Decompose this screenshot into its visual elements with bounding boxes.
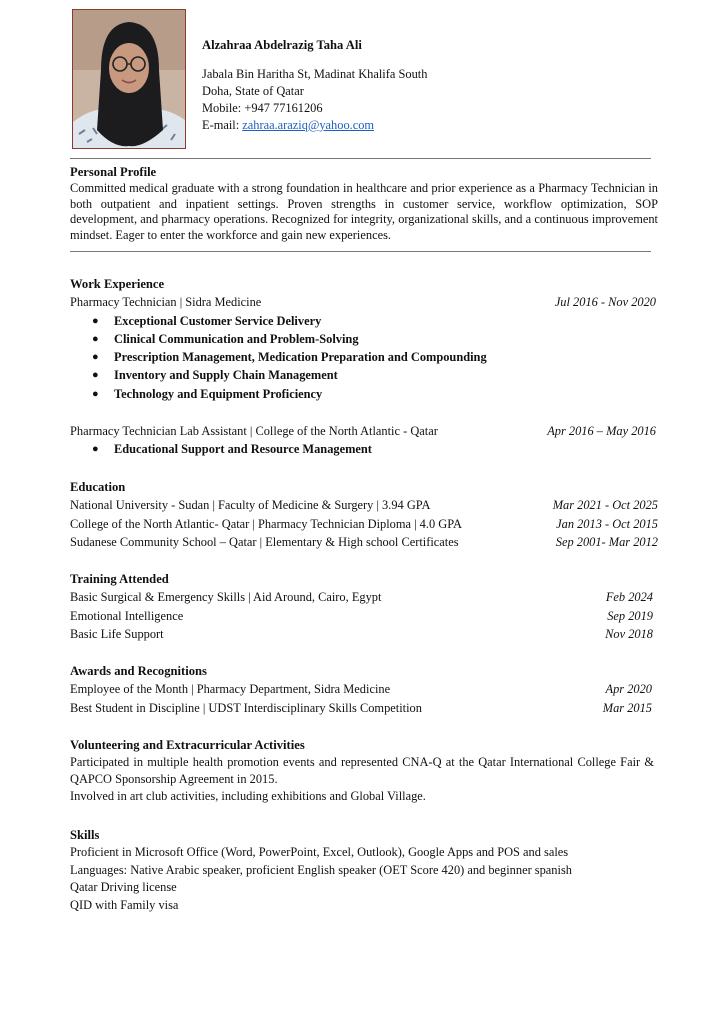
section-title: Awards and Recognitions — [70, 664, 207, 678]
skill-line: Languages: Native Arabic speaker, proficient English speaker (OET Score 420) and beginner spanish — [70, 862, 572, 877]
section-title: Volunteering and Extracurricular Activities — [70, 738, 305, 752]
skill-line: Proficient in Microsoft Office (Word, PowerPoint, Excel, Outlook), Google Apps and POS and sales — [70, 845, 569, 859]
education-section — [70, 478, 658, 552]
address-line-1: Jabala Bin Haritha St, Madinat Khalifa South — [202, 67, 428, 81]
award-row: Best Student in Discipline | UDST Interdisciplinary Skills Competition Mar 2015 — [70, 700, 652, 715]
section-title: Skills — [70, 828, 100, 842]
profile-text: Committed medical graduate with a strong foundation in healthcare and prior experience as a Pharmacy Technician in both outpatient and inpatient settings. Proven strengths in customer service, workflow optimization, SOP development, and pharmacy operations. Recognized for integrity, organizational skills, and a continuous improvement mindset. Eager to enter the workforce and gain new experiences. — [70, 181, 658, 242]
candidate-name: Alzahraa Abdelrazig Taha Ali — [202, 38, 362, 52]
job-row — [70, 293, 656, 312]
list-item: ● Inventory and Supply Chain Management — [70, 366, 656, 384]
awards-section — [70, 662, 652, 717]
job-bullets — [70, 440, 656, 458]
address-line-2: Doha, State of Qatar — [202, 84, 304, 98]
profile-photo — [72, 9, 186, 149]
education-row: College of the North Atlantic- Qatar | Pharmacy Technician Diploma | 4.0 GPA Jan 2013 - Oct 2015 — [70, 516, 658, 531]
list-item: ● Clinical Communication and Problem-Solving — [70, 330, 656, 348]
work-experience-section — [70, 275, 656, 459]
education-row: National University - Sudan | Faculty of Medicine & Surgery | 3.94 GPA Mar 2021 - Oct 2025 — [70, 498, 658, 512]
personal-profile-section — [70, 163, 658, 243]
job-date: Jul 2016 - Nov 2020 — [554, 295, 656, 309]
bullet-icon: ● — [92, 332, 99, 345]
bullet-icon: ● — [92, 387, 99, 400]
section-title: Education — [70, 480, 126, 494]
training-row: Emotional Intelligence Sep 2019 — [70, 608, 653, 623]
bullet-icon: ● — [92, 351, 99, 364]
education-row: Sudanese Community School – Qatar | Elementary & High school Certificates Sep 2001- Mar 2012 — [70, 535, 658, 549]
list-item: ● Prescription Management, Medication Preparation and Compounding — [70, 348, 656, 366]
training-section — [70, 570, 653, 644]
skill-line: QID with Family visa — [70, 897, 179, 912]
job-bullets — [70, 312, 656, 403]
section-title: Personal Profile — [70, 165, 157, 179]
list-item: ● Exceptional Customer Service Delivery — [70, 312, 656, 330]
bullet-icon: ● — [92, 369, 99, 382]
volunteering-text: Participated in multiple health promotion events and represented CNA-Q at the Qatar International College Fair & QAPCO Sponsorship Agreement in 2015. — [70, 755, 654, 786]
job-role: Pharmacy Technician Lab Assistant | College of the North Atlantic - Qatar — [70, 423, 438, 438]
skills-section — [70, 826, 658, 914]
section-title: Work Experience — [70, 277, 165, 291]
job-row — [70, 422, 656, 441]
bullet-icon: ● — [92, 443, 99, 456]
volunteering-text: Involved in art club activities, including exhibitions and Global Village. — [70, 789, 426, 803]
award-row: Employee of the Month | Pharmacy Department, Sidra Medicine Apr 2020 — [70, 682, 652, 696]
skill-line: Qatar Driving license — [70, 880, 177, 894]
section-title: Training Attended — [70, 572, 169, 586]
training-row: Basic Life Support Nov 2018 — [70, 627, 653, 641]
list-item: ● Technology and Equipment Proficiency — [70, 385, 656, 403]
job-date: Apr 2016 – May 2016 — [547, 423, 656, 438]
divider — [70, 158, 651, 159]
email-link[interactable]: zahraa.araziq@yahoo.com — [242, 118, 375, 132]
job-role: Pharmacy Technician | Sidra Medicine — [70, 295, 262, 309]
email-row — [202, 117, 682, 134]
volunteering-section — [70, 736, 654, 806]
training-row: Basic Surgical & Emergency Skills | Aid Around, Cairo, Egypt Feb 2024 — [70, 590, 653, 604]
list-item: ● Educational Support and Resource Management — [70, 440, 656, 458]
mobile-number: Mobile: +947 77161206 — [202, 101, 323, 115]
divider — [70, 251, 651, 252]
contact-block — [202, 36, 682, 134]
email-label: E-mail: — [202, 118, 243, 132]
bullet-icon: ● — [92, 314, 99, 327]
